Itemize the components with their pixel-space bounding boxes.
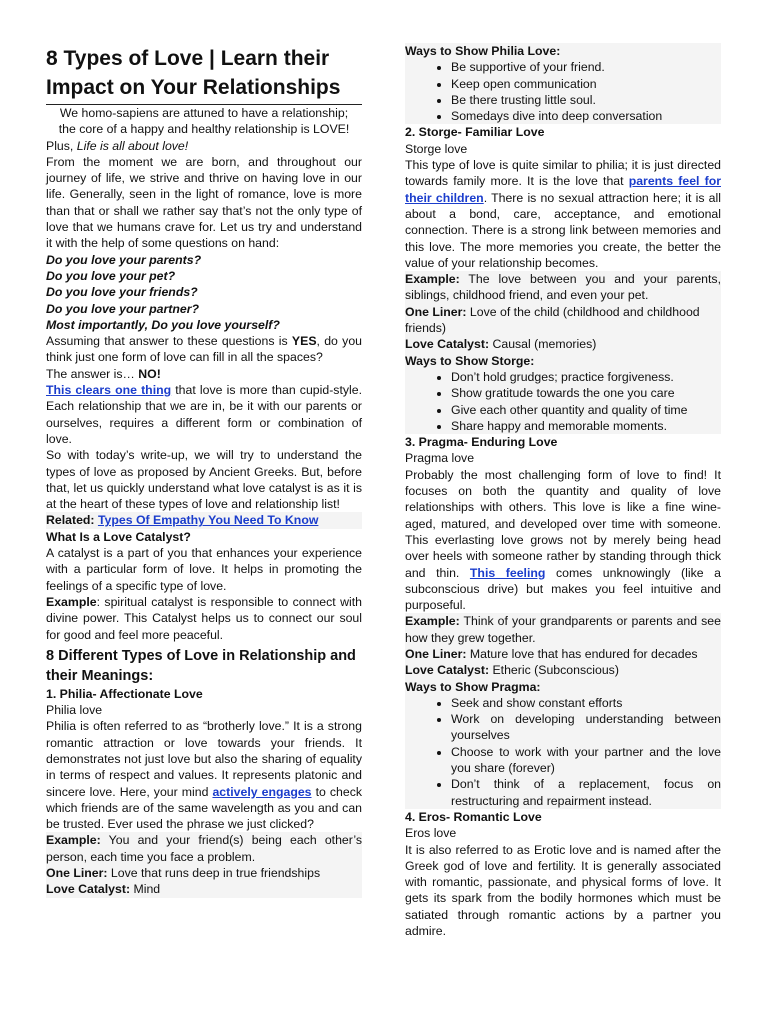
right-column xyxy=(405,43,721,939)
list-item: • Give each other quantity and quality of time xyxy=(451,402,721,418)
philia-para-b: to check which friends are of the same wavelength as you and can be trusted. Ever used the phrase we just clicked? xyxy=(46,784,362,832)
storge-example xyxy=(405,271,721,304)
storge-para-b: . There is no sexual attraction here; it is all about a bond, care, acceptance, and emotional connection. There is a strong link between memories and this love. The more memories you create, the better the value of your relationship becomes. xyxy=(405,190,721,270)
one-liner-label: One Liner: xyxy=(405,646,467,661)
assuming-text-a: Assuming that answer to these questions is xyxy=(46,334,292,349)
philia-sub: Philia love xyxy=(46,703,103,718)
philia-heading: 1. Philia- Affectionate Love xyxy=(46,686,203,701)
philia-catalyst xyxy=(46,881,362,897)
question-3: Do you love your friends? xyxy=(46,285,198,300)
list-item: • Work on developing understanding between yourselves xyxy=(451,711,721,744)
storge-heading: 2. Storge- Familiar Love xyxy=(405,125,545,140)
answer-line xyxy=(46,366,362,382)
pragma-ways-list xyxy=(405,695,721,809)
storge-ways-list xyxy=(405,369,721,434)
pragma-example-text: Think of your grandparents or parents and see how they grew together. xyxy=(405,614,721,645)
philia-example-text: You and your friend(s) being each other’s person, each time you face a problem. xyxy=(46,833,362,864)
page-title: 8 Types of Love | Learn their Impact on Your Relationships xyxy=(46,44,362,105)
question-5: Most importantly, Do you love yourself? xyxy=(46,317,280,332)
storge-catalyst xyxy=(405,336,721,352)
pragma-one-liner-text: Mature love that has endured for decades xyxy=(466,646,698,661)
related-link[interactable]: Types Of Empathy You Need To Know xyxy=(97,513,319,528)
pragma-paragraph xyxy=(405,467,721,614)
eros-sub: Eros love xyxy=(405,826,457,841)
list-item: • Don’t hold grudges; practice forgiveness. xyxy=(451,369,721,385)
catalyst-example-text: : spiritual catalyst is responsible to connect with divine power. This Catalyst helps us to connect our soul for good and feel more peaceful. xyxy=(46,594,362,642)
intro-paragraph: From the moment we are born, and throughout our journey of life, we strive and thrive on having love in our life. Generally, seen in the light of romance, love is more than that or shall we rather say that’s not the only type of love that we humans crave for. Let us try and understand it with the help of some questions on hand: xyxy=(46,154,362,251)
one-liner-label: One Liner: xyxy=(46,866,108,881)
philia-ways-block xyxy=(405,43,721,124)
storge-ways-block xyxy=(405,353,721,434)
pragma-ways-heading: Ways to Show Pragma: xyxy=(405,679,541,694)
catalyst-heading: What Is a Love Catalyst? xyxy=(46,529,191,544)
pragma-one-liner xyxy=(405,646,721,662)
clears-paragraph xyxy=(46,382,362,447)
related-line xyxy=(46,512,362,528)
left-column xyxy=(46,44,362,898)
list-item: • Be there trusting little soul. xyxy=(451,92,721,108)
clears-link[interactable]: This clears one thing xyxy=(46,383,172,398)
example-label: Example: xyxy=(405,272,460,287)
philia-ways-heading: Ways to Show Philia Love: xyxy=(405,44,561,58)
philia-example xyxy=(46,832,362,865)
pragma-catalyst xyxy=(405,662,721,678)
philia-ways-list xyxy=(405,59,721,124)
answer-prefix: The answer is… xyxy=(46,366,139,381)
eros-heading: 4. Eros- Romantic Love xyxy=(405,809,542,824)
catalyst-label: Love Catalyst: xyxy=(46,882,131,897)
storge-one-liner-text: Love of the child (childhood and childhood friends) xyxy=(405,304,700,336)
assuming-paragraph xyxy=(46,333,362,366)
clears-rest: that love is more than cupid-style. Each relationship that we are in, be it with our parents or ourselves, requires a different form or combination of love. xyxy=(46,383,363,446)
pragma-ways-block xyxy=(405,679,721,809)
assuming-text-b: , do you think just one form of love can fill in all the spaces? xyxy=(46,334,362,365)
eros-paragraph: It is also referred to as Erotic love and is named after the Greek god of love and fertility. It is generally associated with romantic, passionate, and physical forms of love. It gets its spark from the bodily hormones which must be satiated through romantic actions by a partner you admire. xyxy=(405,842,721,939)
storge-sub: Storge love xyxy=(405,141,468,156)
assuming-yes: YES xyxy=(291,334,317,349)
catalyst-label: Love Catalyst: xyxy=(405,337,490,352)
philia-one-liner-text: Love that runs deep in true friendships xyxy=(107,866,321,881)
catalyst-paragraph: A catalyst is a part of you that enhances your experience with a particular form of love. It helps in promoting the feelings of a specific type of love. xyxy=(46,546,362,593)
catalyst-label: Love Catalyst: xyxy=(405,663,490,678)
storge-one-liner xyxy=(405,304,721,337)
pragma-example xyxy=(405,613,721,646)
pragma-para-a: Probably the most challenging form of love to find! It focuses on both the quantity and quality of love relationships with others. This love is like a fine wine-aged, matured, and developed over time with someone. This everlasting love grows not by merely being head over heels with someone rather by standing through thick and thin. xyxy=(405,467,721,580)
parents-feel-link[interactable]: parents feel for their children xyxy=(405,174,721,205)
answer-no: NO! xyxy=(138,366,161,381)
types-heading: 8 Different Types of Love in Relationship and their Meanings: xyxy=(46,647,356,684)
pragma-para-b: comes unknowingly (like a subconscious drive) but makes you feel intuitive and purposeful. xyxy=(405,565,721,613)
storge-paragraph xyxy=(405,157,721,271)
pragma-heading: 3. Pragma- Enduring Love xyxy=(405,435,558,450)
intro-line-2: the core of a happy and healthy relationship is LOVE! xyxy=(58,122,350,137)
question-4: Do you love your partner? xyxy=(46,301,200,316)
actively-engages-link[interactable]: actively engages xyxy=(212,784,312,799)
plus-italic: Life is all about love! xyxy=(76,138,189,153)
storge-ways-heading: Ways to Show Storge: xyxy=(405,353,535,368)
philia-catalyst-text: Mind xyxy=(130,882,161,897)
list-item: • Share happy and memorable moments. xyxy=(451,418,721,434)
list-item: • Choose to work with your partner and the love you share (forever) xyxy=(451,744,721,777)
list-item: • Keep open communication xyxy=(451,76,721,92)
plus-prefix: Plus, xyxy=(46,138,77,153)
catalyst-example xyxy=(46,594,362,643)
philia-one-liner xyxy=(46,865,362,881)
intro-plus xyxy=(46,138,362,154)
philia-para-a: Philia is often referred to as “brotherly love.” It is a strong romantic attraction or love towards your friends. It demonstrates not just love but also the sharing of equality in terms of respect and values. It represents platonic and sincere love. Here, your mind xyxy=(46,719,362,799)
example-label: Example: xyxy=(405,614,460,629)
list-item: • Show gratitude towards the one you care xyxy=(451,385,721,401)
list-item: • Somedays dive into deep conversation xyxy=(451,108,721,124)
example-label: Example: xyxy=(46,833,101,848)
writeup-paragraph: So with today’s write-up, we will try to understand the types of love as proposed by Ancient Greeks. But, before that, let us quickly understand what love catalyst is as it is at the heart of these types of love and relationship list! xyxy=(46,448,362,512)
catalyst-example-label: Example xyxy=(46,594,97,609)
intro-line-1: We homo-sapiens are attuned to have a relationship; xyxy=(59,106,349,120)
list-item: • Don’t think of a replacement, focus on restructuring and repairment instead. xyxy=(451,776,721,809)
philia-paragraph xyxy=(46,718,362,832)
storge-catalyst-text: Causal (memories) xyxy=(489,337,597,352)
storge-example-text: The love between you and your parents, siblings, childhood friend, and even your pet. xyxy=(405,272,721,303)
related-label: Related: xyxy=(46,513,98,528)
list-item: • Be supportive of your friend. xyxy=(451,59,721,75)
one-liner-label: One Liner: xyxy=(405,304,467,319)
question-2: Do you love your pet? xyxy=(46,268,176,283)
storge-para-a: This type of love is quite similar to philia; it is just directed towards family more. It is the love that xyxy=(405,158,721,189)
question-1: Do you love your parents? xyxy=(46,252,202,267)
pragma-catalyst-text: Etheric (Subconscious) xyxy=(489,663,619,678)
list-item: • Seek and show constant efforts xyxy=(451,695,721,711)
pragma-sub: Pragma love xyxy=(405,451,475,466)
this-feeling-link[interactable]: This feeling xyxy=(469,565,546,580)
